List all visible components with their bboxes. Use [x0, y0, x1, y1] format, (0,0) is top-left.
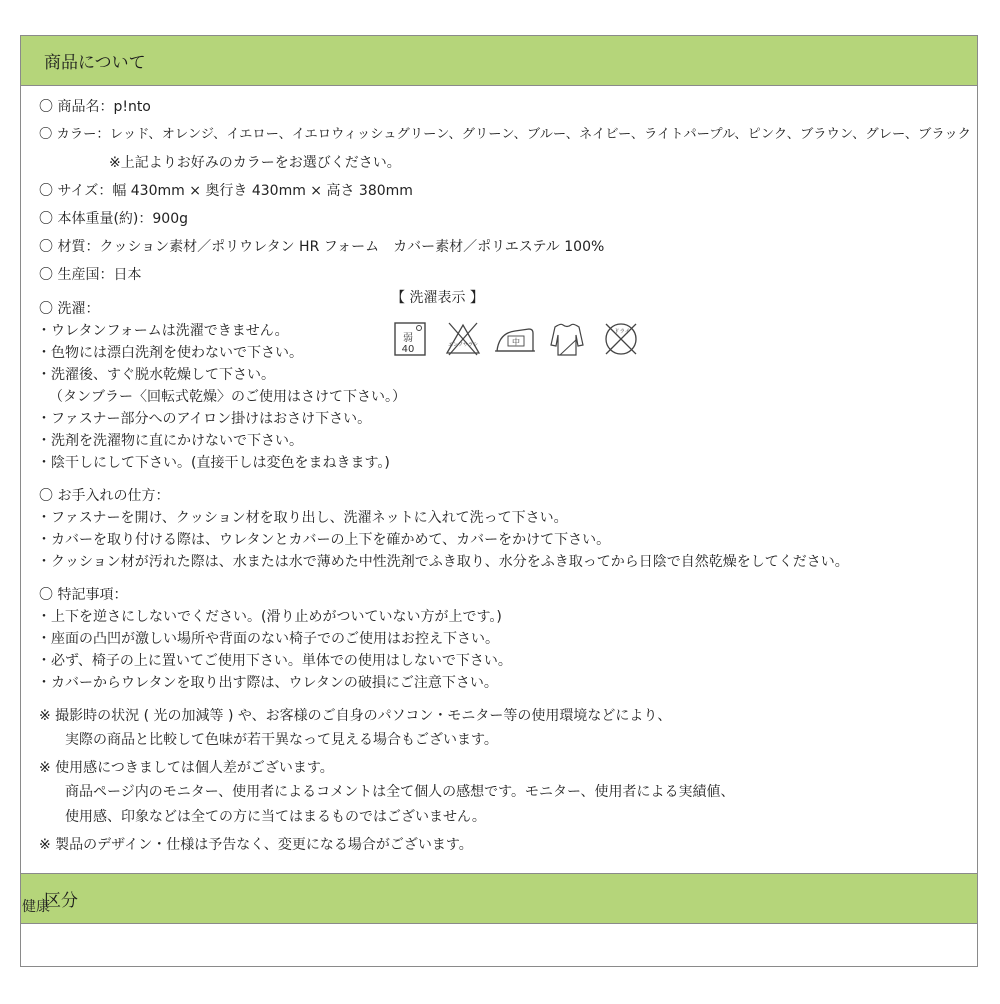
washing-item: ・色物には漂白洗剤を使わないで下さい。 [37, 345, 303, 361]
notes-heading: 〇 特記事項： [39, 587, 128, 603]
no-dry-clean-icon [601, 319, 641, 359]
disclaimer-line: ※ 使用感につきましては個人差がございます。 [39, 760, 334, 776]
spec-weight: 〇 本体重量(約)：900g [39, 211, 188, 227]
washing-item: ・洗剤を洗濯物に直にかけないで下さい。 [37, 433, 303, 449]
wash-tub-temp: 40 [401, 344, 415, 355]
product-info-panel [20, 35, 978, 967]
hang-dry-shade-icon [547, 319, 587, 359]
notes-item: ・上下を逆さにしないでください。(滑り止めがついていない方が上です。) [37, 609, 502, 625]
disclaimer-line: 実際の商品と比較して色味が若干異なって見える場合もございます。 [65, 732, 498, 748]
washing-heading: 〇 洗濯： [39, 301, 100, 317]
washing-item: ・ウレタンフォームは洗濯できません。 [37, 323, 289, 339]
care-item: ・カバーを取り付ける際は、ウレタンとカバーの上下を確かめて、カバーをかけて下さい。 [37, 532, 611, 548]
no-bleach-text: エンソサラシ [447, 342, 479, 348]
wash-symbols [393, 319, 638, 359]
care-item: ・ファスナーを開け、クッション材を取り出し、洗濯ネットに入れて洗って下さい。 [37, 510, 568, 526]
spec-product-name: 〇 商品名：p!nto [39, 99, 151, 115]
washing-item: ・洗濯後、すぐ脱水乾燥して下さい。 [37, 367, 275, 383]
spec-material: 〇 材質：クッション素材／ポリウレタン HR フォーム カバー素材／ポリエステル 100% [39, 239, 605, 255]
care-heading: 〇 お手入れの仕方： [39, 488, 170, 504]
disclaimer-line: ※ 製品のデザイン・仕様は予告なく、変更になる場合がございます。 [39, 837, 473, 853]
notes-item: ・座面の凸凹が激しい場所や背面のない椅子でのご使用はお控え下さい。 [37, 631, 499, 647]
section-header-product [21, 36, 977, 86]
no-bleach-icon [443, 319, 483, 359]
washing-item: ・ファスナー部分へのアイロン掛けはおさけ下さい。 [37, 411, 372, 427]
section-header-category [21, 873, 977, 924]
wash-tub-icon [393, 319, 429, 359]
disclaimer-line: 使用感、印象などは全ての方に当てはまるものではございません。 [65, 809, 486, 825]
spec-size: 〇 サイズ：幅 430mm × 奥行き 430mm × 高さ 380mm [39, 183, 413, 199]
category-value: 健康 [22, 899, 50, 915]
spec-colors-note: ※上記よりお好みのカラーをお選びください。 [109, 155, 401, 171]
notes-item: ・カバーからウレタンを取り出す際は、ウレタンの破損にご注意下さい。 [37, 675, 498, 691]
notes-item: ・必ず、椅子の上に置いてご使用下さい。単体での使用はしないで下さい。 [37, 653, 512, 669]
wash-label-title: 【 洗濯表示 】 [391, 290, 484, 306]
washing-item: ・陰干しにして下さい。(直接干しは変色をまねきます。) [37, 455, 390, 471]
wash-tub-strength: 弱 [403, 333, 413, 344]
disclaimer-line: ※ 撮影時の状況 ( 光の加減等 ) や、お客様のご自身のパソコン・モニター等の使用環境などにより、 [39, 708, 672, 724]
dry-clean-text: ドライ [613, 329, 631, 335]
spec-colors: 〇 カラー：レッド、オレンジ、イエロー、イエロウィッシュグリーン、グリーン、ブルー、ネイビー、ライトパープル、ピンク、ブラウン、グレー、ブラック [39, 127, 971, 142]
section-title-product: 商品について [44, 53, 146, 73]
section-title-category: 区分 [44, 891, 78, 911]
disclaimer-line: 商品ページ内のモニター、使用者によるコメントは全て個人の感想です。モニター、使用者による実績値、 [65, 784, 735, 800]
care-item: ・クッション材が汚れた際は、水または水で薄めた中性洗剤でふき取り、水分をふき取ってから日陰で自然乾燥をしてください。 [37, 554, 849, 570]
iron-temp-text: 中 [512, 337, 520, 347]
spec-origin: 〇 生産国：日本 [39, 267, 142, 283]
iron-medium-icon [493, 319, 537, 359]
washing-item: （タンブラー〈回転式乾燥〉のご使用はさけて下さい。） [49, 389, 406, 405]
